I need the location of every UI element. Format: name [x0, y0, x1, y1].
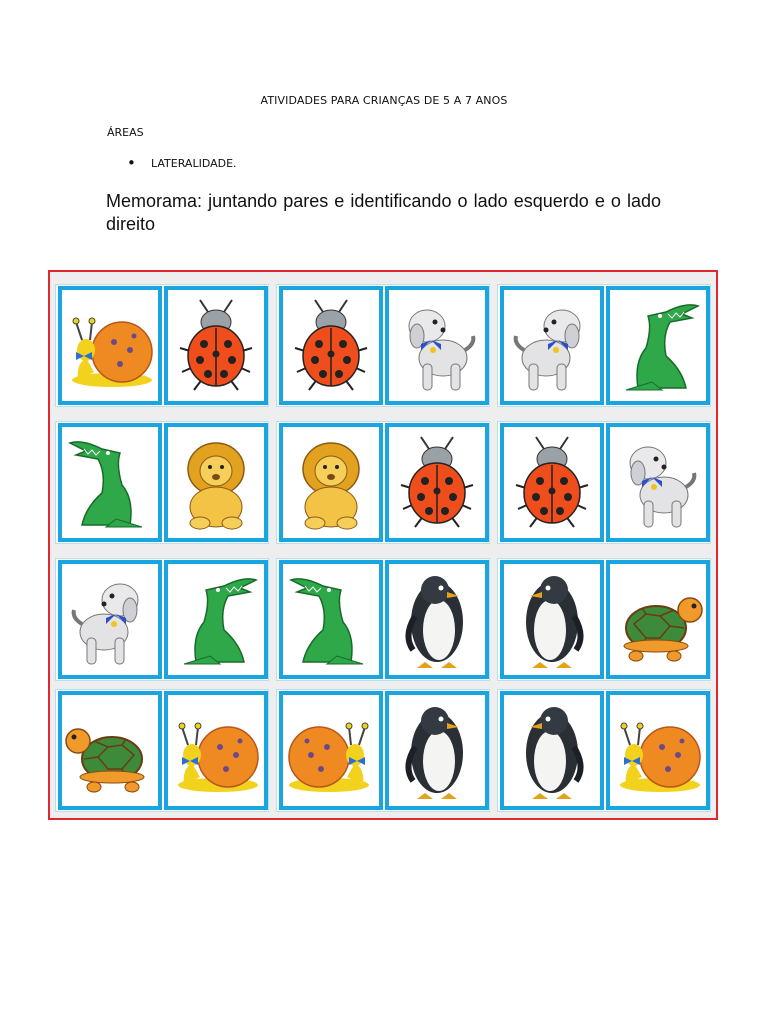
card-pair — [497, 421, 711, 544]
card-pair — [55, 689, 269, 812]
crocodile-icon — [612, 292, 704, 399]
card-pair — [276, 689, 490, 812]
memory-card[interactable] — [58, 560, 162, 679]
memory-card[interactable] — [164, 560, 268, 679]
turtle-icon — [612, 566, 704, 673]
memory-card[interactable] — [606, 560, 710, 679]
ladybug-icon — [506, 429, 598, 536]
memory-card[interactable] — [606, 286, 710, 405]
memory-card[interactable] — [500, 560, 604, 679]
dog-icon — [506, 292, 598, 399]
penguin-icon — [506, 697, 598, 804]
penguin-icon — [391, 566, 483, 673]
dog-icon — [64, 566, 156, 673]
memory-card[interactable] — [164, 691, 268, 810]
memory-card[interactable] — [164, 423, 268, 542]
crocodile-icon — [170, 566, 262, 673]
memory-card[interactable] — [500, 691, 604, 810]
areas-label: ÁREAS — [107, 126, 144, 139]
ladybug-icon — [170, 292, 262, 399]
card-pair — [497, 284, 711, 407]
card-pair — [497, 689, 711, 812]
memory-card[interactable] — [606, 691, 710, 810]
card-pair — [55, 421, 269, 544]
card-pair — [276, 284, 490, 407]
snail-icon — [285, 697, 377, 804]
turtle-icon — [64, 697, 156, 804]
snail-icon — [612, 697, 704, 804]
memory-card[interactable] — [279, 691, 383, 810]
memory-card[interactable] — [279, 286, 383, 405]
bullet-item — [127, 154, 237, 172]
crocodile-icon — [285, 566, 377, 673]
card-pair — [497, 558, 711, 681]
memory-card[interactable] — [279, 560, 383, 679]
memory-card[interactable] — [500, 286, 604, 405]
crocodile-icon — [64, 429, 156, 536]
memory-card[interactable] — [606, 423, 710, 542]
document-title: ATIVIDADES PARA CRIANÇAS DE 5 A 7 ANOS — [260, 94, 508, 107]
bullet-text: LATERALIDADE. — [151, 157, 237, 170]
memory-card[interactable] — [385, 423, 489, 542]
dog-icon — [612, 429, 704, 536]
card-pair — [55, 284, 269, 407]
ladybug-icon — [391, 429, 483, 536]
memory-card[interactable] — [385, 560, 489, 679]
card-pair — [55, 558, 269, 681]
bullet-icon: • — [127, 154, 136, 172]
dog-icon — [391, 292, 483, 399]
lion-icon — [285, 429, 377, 536]
memory-card[interactable] — [385, 286, 489, 405]
memory-card[interactable] — [58, 286, 162, 405]
memory-game-board — [48, 270, 718, 820]
memory-card[interactable] — [58, 423, 162, 542]
lion-icon — [170, 429, 262, 536]
penguin-icon — [506, 566, 598, 673]
memory-card[interactable] — [500, 423, 604, 542]
ladybug-icon — [285, 292, 377, 399]
card-pair — [276, 421, 490, 544]
memory-card[interactable] — [164, 286, 268, 405]
activity-heading: Memorama: juntando pares e identificando o lado esquerdo e o lado direito — [106, 191, 661, 234]
memory-card[interactable] — [385, 691, 489, 810]
memory-card[interactable] — [58, 691, 162, 810]
penguin-icon — [391, 697, 483, 804]
card-pair — [276, 558, 490, 681]
memory-card[interactable] — [279, 423, 383, 542]
snail-icon — [170, 697, 262, 804]
snail-icon — [64, 292, 156, 399]
